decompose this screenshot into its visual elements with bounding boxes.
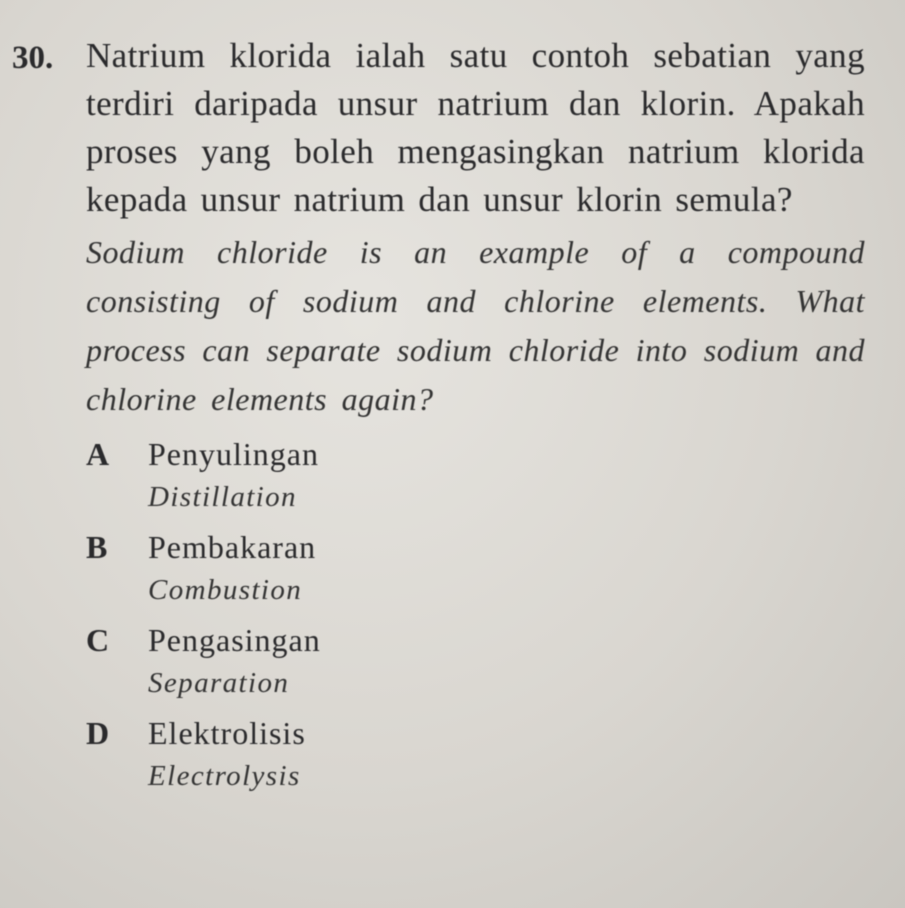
option-label-malay: Pengasingan xyxy=(148,622,321,658)
option-label-english: Separation xyxy=(148,667,290,699)
option-label-malay: Elektrolisis xyxy=(148,715,306,751)
option-d[interactable] xyxy=(86,711,865,797)
option-label-english: Distillation xyxy=(148,481,297,513)
option-letter: D xyxy=(86,715,110,751)
option-a[interactable] xyxy=(86,432,865,518)
question-text-malay: Natrium klorida ialah satu contoh sebatian yang terdiri daripada unsur natrium dan klorin. Apakah proses yang boleh mengasingkan natrium klorida kepada unsur natrium dan unsur klorin semula? xyxy=(86,36,865,219)
question-30 xyxy=(12,32,865,804)
option-label-english: Electrolysis xyxy=(148,760,301,792)
option-letter: A xyxy=(86,436,110,472)
option-letter: C xyxy=(86,622,110,658)
option-b[interactable] xyxy=(86,525,865,611)
option-letter: B xyxy=(86,529,108,565)
question-text-english: Sodium chloride is an example of a compound consisting of sodium and chlorine elements. What process can separate sodium chloride into sodium and chlorine elements again? xyxy=(86,234,865,417)
question-number: 30. xyxy=(12,40,54,76)
option-c[interactable] xyxy=(86,618,865,704)
option-label-malay: Penyulingan xyxy=(148,436,319,472)
answer-options xyxy=(86,432,865,797)
option-label-malay: Pembakaran xyxy=(148,529,317,565)
question-body xyxy=(86,32,865,804)
option-label-english: Combustion xyxy=(148,574,303,606)
